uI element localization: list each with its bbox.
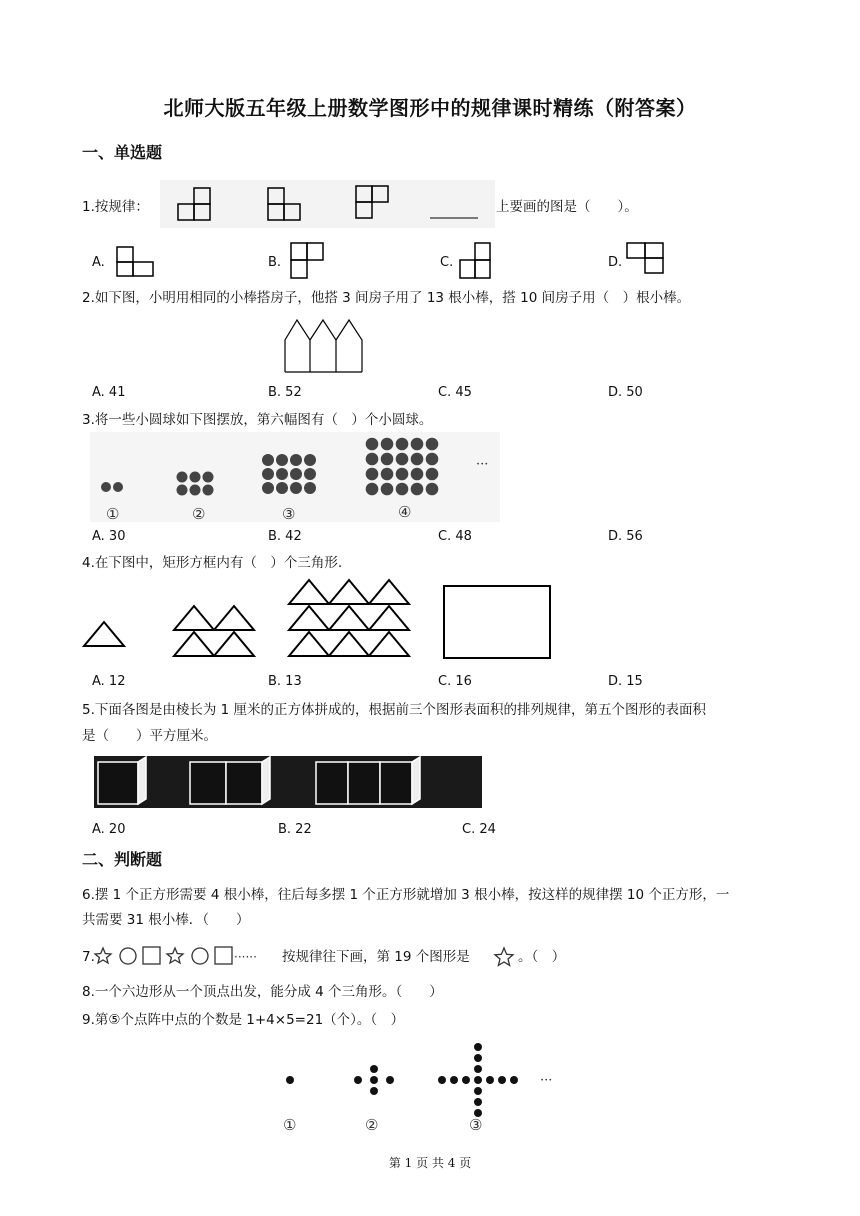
q3-ball <box>396 468 409 481</box>
q9-label-3: ③ <box>469 1116 483 1134</box>
q9-dot-arrays-figure <box>280 1042 570 1138</box>
q3-ball <box>426 438 439 451</box>
q2-option-b[interactable]: B. 52 <box>268 385 302 400</box>
q4-option-d[interactable]: D. 15 <box>608 674 643 689</box>
q3-option-a[interactable]: A. 30 <box>92 529 126 544</box>
star-icon <box>95 948 111 963</box>
question-5-line-1: 5.下面各图是由棱长为 1 厘米的正方体拼成的，根据前三个图形表面积的排列规律，第五个图形的表面积 <box>82 702 707 718</box>
q3-ball <box>101 482 111 492</box>
question-6-line-2: 共需要 31 根小棒．（ ） <box>82 912 250 928</box>
q3-ball <box>426 453 439 466</box>
q5-option-a[interactable]: A. 20 <box>92 822 126 837</box>
page-footer: 第 1 页 共 4 页 <box>388 1156 472 1170</box>
question-9-text: 9.第⑤个点阵中点的个数是 1+4×5=21（个）。（ ） <box>82 1012 405 1028</box>
q1-option-a-figure <box>115 245 159 279</box>
q4-option-a[interactable]: A. 12 <box>92 674 126 689</box>
q4-option-b[interactable]: B. 13 <box>268 674 302 689</box>
q5-cubes-figure <box>94 756 484 810</box>
q3-ball <box>203 485 214 496</box>
q3-ball <box>290 482 302 494</box>
q3-label-1: ① <box>106 505 120 523</box>
q3-ellipsis: ··· <box>476 457 489 472</box>
q7-dots: ······ <box>234 950 257 964</box>
question-6-line-1: 6.摆 1 个正方形需要 4 根小棒，往后每多摆 1 个正方形就增加 3 根小棒，按这样的规律摆 10 个正方形，一 <box>82 887 730 903</box>
q3-ball <box>381 468 394 481</box>
q1-option-c-figure <box>458 241 498 281</box>
q3-ball <box>276 454 288 466</box>
q3-ball <box>411 438 424 451</box>
square-icon <box>215 947 232 964</box>
q3-ball <box>366 483 379 496</box>
q9-ellipsis: ··· <box>540 1073 553 1088</box>
q3-ball <box>411 483 424 496</box>
q2-option-a[interactable]: A. 41 <box>92 385 126 400</box>
q1-option-b[interactable]: B. <box>268 255 282 270</box>
q3-ball <box>366 468 379 481</box>
q3-ball <box>396 453 409 466</box>
q3-ball <box>276 482 288 494</box>
q3-ball <box>276 468 288 480</box>
q3-label-4: ④ <box>398 503 412 521</box>
q2-option-c[interactable]: C. 45 <box>438 385 472 400</box>
q3-ball <box>304 468 316 480</box>
q3-option-d[interactable]: D. 56 <box>608 529 643 544</box>
q3-ball <box>381 483 394 496</box>
q2-option-d[interactable]: D. 50 <box>608 385 643 400</box>
q3-ball <box>381 453 394 466</box>
question-4-text: 4.在下图中，矩形方框内有（ ）个三角形. <box>82 555 343 571</box>
question-1-prefix: 1.按规律： <box>82 199 149 215</box>
question-7-prefix: 7. <box>82 949 95 965</box>
q3-ball <box>290 454 302 466</box>
q3-ball-arrays-figure <box>90 432 510 524</box>
question-2-text: 2.如下图，小明用相同的小棒搭房子，他搭 3 间房子用了 13 根小棒，搭 10 间房子用（ ）根小棒。 <box>82 290 691 306</box>
q3-ball <box>190 472 201 483</box>
q3-ball <box>262 468 274 480</box>
q3-label-2: ② <box>192 505 206 523</box>
q5-option-b[interactable]: B. 22 <box>278 822 312 837</box>
q1-option-c[interactable]: C. <box>440 255 454 270</box>
q3-ball <box>262 454 274 466</box>
q7-shape-sequence <box>94 944 284 970</box>
q3-ball <box>411 468 424 481</box>
q3-ball <box>304 482 316 494</box>
q1-pattern-figures <box>160 180 500 230</box>
section-heading-single-choice: 一、单选题 <box>82 143 163 162</box>
q9-label-1: ① <box>283 1116 297 1134</box>
q1-option-b-figure <box>289 241 329 281</box>
q2-houses-figure <box>283 318 373 374</box>
q3-ball <box>190 485 201 496</box>
q3-label-3: ③ <box>282 505 296 523</box>
question-8-text: 8.一个六边形从一个顶点出发，能分成 4 个三角形。（ ） <box>82 984 443 1000</box>
q3-ball <box>177 485 188 496</box>
star-icon <box>494 946 516 968</box>
question-7-suffix: 。（ ） <box>518 949 566 965</box>
q4-option-c[interactable]: C. 16 <box>438 674 472 689</box>
q3-option-c[interactable]: C. 48 <box>438 529 472 544</box>
question-1-suffix: 上要画的图是（ ）。 <box>496 199 638 215</box>
q3-ball <box>411 453 424 466</box>
q1-option-a[interactable]: A. <box>92 255 105 270</box>
q3-ball <box>113 482 123 492</box>
question-7-middle: 按规律往下画，第 19 个图形是 <box>282 949 470 965</box>
circle-icon <box>192 948 208 964</box>
circle-icon <box>120 948 136 964</box>
q3-option-b[interactable]: B. 42 <box>268 529 302 544</box>
q3-ball <box>366 438 379 451</box>
q3-ball <box>426 468 439 481</box>
square-icon <box>143 947 160 964</box>
q3-ball <box>177 472 188 483</box>
q3-ball <box>381 438 394 451</box>
q1-option-d-figure <box>625 241 669 277</box>
q3-ball <box>290 468 302 480</box>
question-5-line-2: 是（ ）平方厘米。 <box>82 728 217 744</box>
q3-ball <box>262 482 274 494</box>
page-title: 北师大版五年级上册数学图形中的规律课时精练（附答案） <box>163 96 697 120</box>
star-icon <box>167 948 183 963</box>
q1-option-d[interactable]: D. <box>608 255 623 270</box>
q3-ball <box>396 438 409 451</box>
question-3-text: 3.将一些小圆球如下图摆放，第六幅图有（ ）个小圆球。 <box>82 412 433 428</box>
q3-ball <box>396 483 409 496</box>
q3-ball <box>304 454 316 466</box>
q4-triangles-figure <box>82 578 562 662</box>
q3-ball <box>426 483 439 496</box>
q9-label-2: ② <box>365 1116 379 1134</box>
section-heading-true-false: 二、判断题 <box>82 850 163 869</box>
q3-ball <box>366 453 379 466</box>
q3-ball <box>203 472 214 483</box>
q5-option-c[interactable]: C. 24 <box>462 822 496 837</box>
